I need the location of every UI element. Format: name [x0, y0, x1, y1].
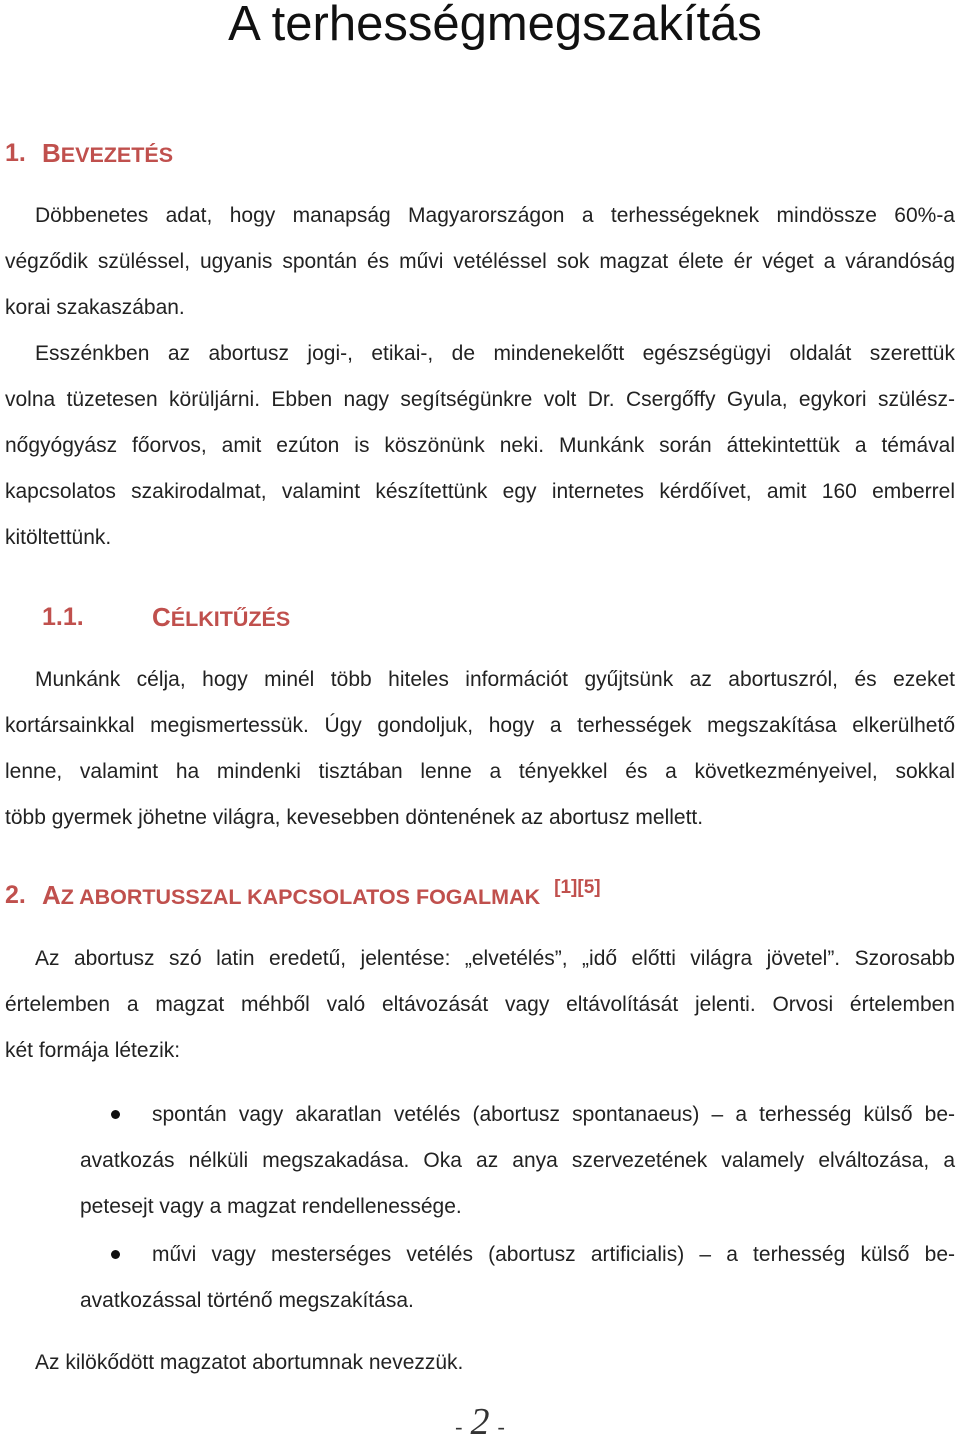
concepts-paragraph-line-1: Az abortusz szó latin eredetű, jelentése: „elvetélés”, „idő előtti világra jövetel”. Szorosabb: [35, 947, 955, 970]
bullet-1-line-2: avatkozás nélküli megszakadása. Oka az anya szervezetének valamely elváltozása, a: [80, 1149, 955, 1172]
section-title-container: [42, 872, 601, 922]
bullet-2-line-1: művi vagy mesterséges vetélés (abortusz artificialis) – a terhesség külső be-: [152, 1243, 955, 1266]
bullet-icon: [111, 1110, 120, 1119]
section-number: 2.: [5, 881, 26, 909]
section-number: 1.1.: [42, 603, 84, 631]
section-title: AZ ABORTUSSZAL KAPCSOLATOS FOGALMAK: [42, 880, 541, 910]
concepts-paragraph-line-3: két formája létezik:: [5, 1039, 181, 1062]
concepts-closing-line: Az kilökődött magzatot abortumnak nevezzük.: [35, 1351, 464, 1374]
section-heading-concepts: [0, 872, 960, 918]
section-number: 1.: [5, 139, 26, 167]
page-number-value: 2: [470, 1401, 490, 1443]
intro-paragraph-1-line-3: korai szakaszában.: [5, 296, 185, 319]
bullet-icon: [111, 1250, 120, 1259]
intro-paragraph-1-line-2: végződik szüléssel, ugyanis spontán és művi vetéléssel sok magzat élete ér véget a várandóság: [5, 250, 955, 273]
bullet-1-line-1: spontán vagy akaratlan vetélés (abortusz spontanaeus) – a terhesség külső be-: [152, 1103, 955, 1126]
intro-paragraph-2-line-2: volna tüzetesen körüljárni. Ebben nagy segítségünkre volt Dr. Csergőffy Gyula, egykori szülész-: [5, 388, 955, 411]
concepts-paragraph-line-2: értelemben a magzat méhből való eltávozását vagy eltávolítását jelenti. Orvosi értelemben: [5, 993, 955, 1016]
section-title: CÉLKITŰZÉS: [152, 602, 291, 632]
intro-paragraph-2-line-4: kapcsolatos szakirodalmat, valamint készítettünk egy internetes kérdőívet, amit 160 emberrel: [5, 480, 955, 503]
reference-superscript: [1][5]: [554, 877, 601, 898]
goals-paragraph-line-3: lenne, valamint ha mindenki tisztában lenne a tényekkel és a következményeivel, sokkal: [5, 760, 955, 783]
goals-paragraph-line-2: kortársainkkal megismertessük. Úgy gondoljuk, hogy a terhességek megszakítása elkerülhető: [5, 714, 955, 737]
intro-paragraph-2-line-3: nőgyógyász főorvos, amit ezúton is köszönünk neki. Munkánk során áttekintettük a témával: [5, 434, 955, 457]
bullet-2-line-2: avatkozással történő megszakítása.: [80, 1289, 414, 1312]
intro-paragraph-1-line-1: Döbbenetes adat, hogy manapság Magyarországon a terhességeknek mindössze 60%-a: [35, 204, 955, 227]
goals-paragraph-line-1: Munkánk célja, hogy minél több hiteles információt gyűjtsünk az abortuszról, és ezeket: [35, 668, 955, 691]
bullet-1-line-3: petesejt vagy a magzat rendellenessége.: [80, 1195, 462, 1218]
section-heading-intro: [0, 130, 960, 176]
goals-paragraph-line-4: több gyermek jöhetne világra, kevesebben döntenének az abortusz mellett.: [5, 806, 704, 829]
intro-paragraph-2-line-5: kitöltettünk.: [5, 526, 112, 549]
section-title-container: [152, 594, 290, 642]
section-title: BEVEZETÉS: [42, 138, 174, 168]
page-number-prefix: -: [455, 1414, 463, 1439]
section-heading-goals: [0, 594, 960, 640]
intro-paragraph-2-line-1: Esszénkben az abortusz jogi-, etikai-, de mindenekelőtt egészségügyi oldalát szerettük: [35, 342, 955, 365]
page-number: [0, 1401, 960, 1443]
document-title: A terhességmegszakítás: [228, 0, 762, 51]
page-number-suffix: -: [497, 1414, 505, 1439]
section-title-container: [42, 130, 173, 178]
